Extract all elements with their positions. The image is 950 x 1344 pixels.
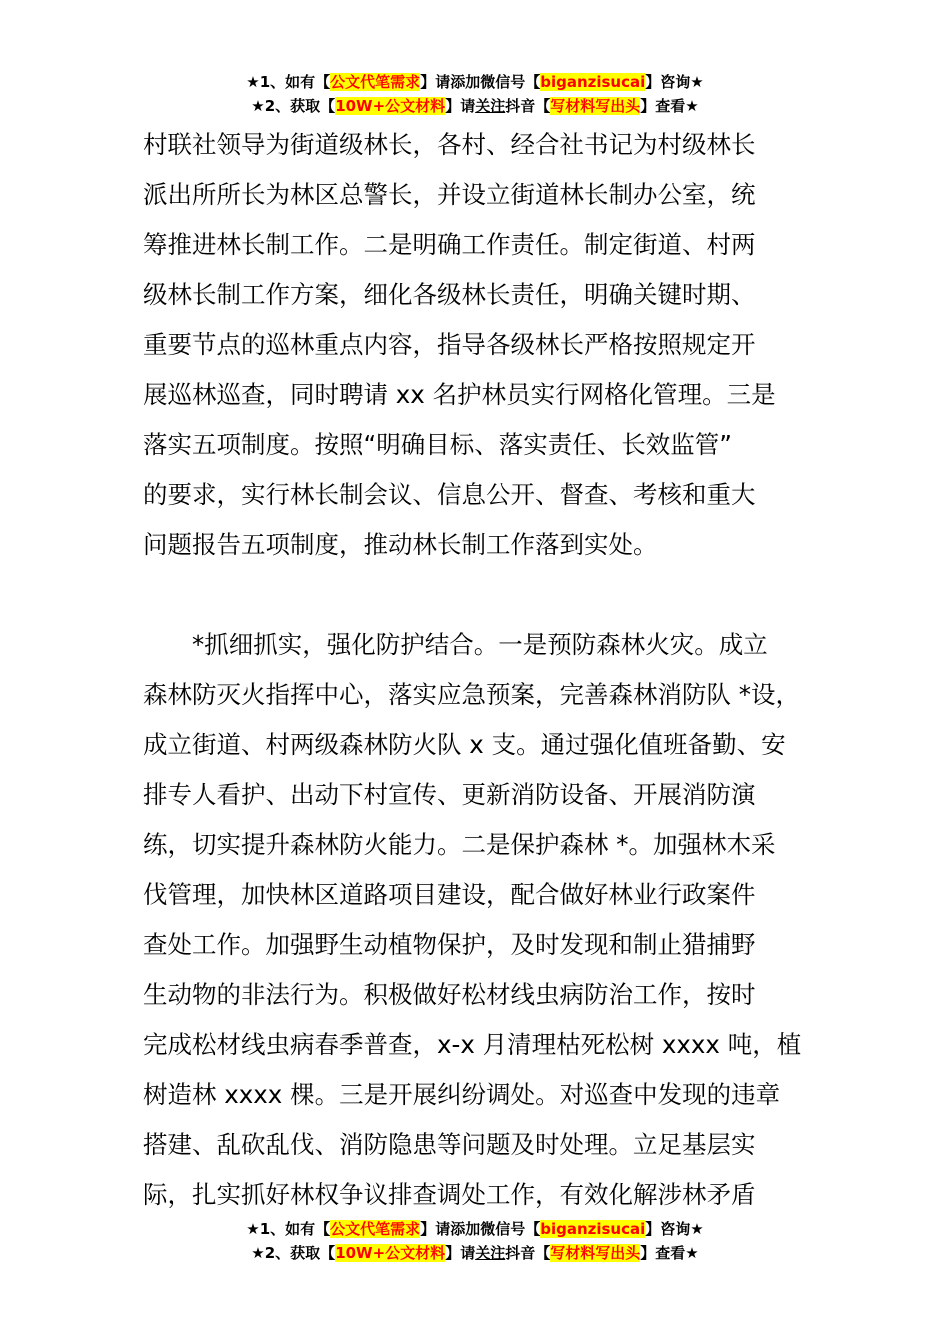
- banner-text: 】咨询★: [645, 1220, 704, 1238]
- text-line: 查处工作。加强野生动植物保护，及时发现和制止猎捕野: [143, 930, 756, 959]
- banner-underlined: 关注: [475, 1244, 506, 1262]
- banner-text: ★1、如有【: [246, 1220, 331, 1238]
- banner-highlight: 10W+公文材料: [335, 1244, 446, 1262]
- banner-underlined: 关注: [475, 97, 506, 115]
- banner-text: 】请: [445, 97, 476, 115]
- text-line: 伐管理，加快林区道路项目建设，配合做好林业行政案件: [143, 880, 756, 909]
- text-line: 练，切实提升森林防火能力。二是保护森林 *。加强林木采: [143, 830, 776, 859]
- text-line: 完成松材线虫病春季普查，x-x 月清理枯死松树 xxxx 吨，植: [143, 1030, 802, 1059]
- text-line: 生动物的非法行为。积极做好松材线虫病防治工作，按时: [143, 980, 756, 1009]
- banner-text: 抖音【: [505, 97, 551, 115]
- text-line: 的要求，实行林长制会议、信息公开、督查、考核和重大: [143, 480, 756, 509]
- banner-text: 】请添加微信号【: [420, 1220, 541, 1238]
- text-line: 筹推进林长制工作。二是明确工作责任。制定街道、村两: [143, 230, 756, 259]
- text-line: 森林防灭火指挥中心，落实应急预案，完善森林消防队 *设，: [143, 680, 801, 709]
- text-line: 级林长制工作方案，细化各级林长责任，明确关键时期、: [143, 280, 756, 309]
- text-line: 搭建、乱砍乱伐、消防隐患等问题及时处理。立足基层实: [143, 1130, 756, 1159]
- paragraph-1: [143, 120, 823, 570]
- banner-text: 】请: [445, 1244, 476, 1262]
- banner-highlight: biganzisucai: [540, 1220, 646, 1238]
- banner-line-2: [0, 94, 950, 118]
- document-body: [143, 120, 823, 1220]
- text-line: 重要节点的巡林重点内容，指导各级林长严格按照规定开: [143, 330, 756, 359]
- banner-highlight: 公文代笔需求: [330, 1220, 421, 1238]
- text-line: 问题报告五项制度，推动林长制工作落到实处。: [143, 530, 658, 559]
- text-line: 村联社领导为街道级林长，各村、经合社书记为村级林长: [143, 130, 756, 159]
- banner-text: 抖音【: [505, 1244, 551, 1262]
- banner-text: 】查看★: [640, 1244, 699, 1262]
- text-line: 落实五项制度。按照“明确目标、落实责任、长效监管”: [143, 430, 732, 459]
- header-banner: [0, 70, 950, 118]
- banner-line-2: [0, 1241, 950, 1265]
- banner-text: 】请添加微信号【: [420, 73, 541, 91]
- text-line: 排专人看护、出动下村宣传、更新消防设备、开展消防演: [143, 780, 756, 809]
- banner-text: 】咨询★: [645, 73, 704, 91]
- text-line: 展巡林巡查，同时聘请 xx 名护林员实行网格化管理。三是: [143, 380, 776, 409]
- banner-text: 】查看★: [640, 97, 699, 115]
- text-line: 际，扎实抓好林权争议排查调处工作，有效化解涉林矛盾: [143, 1180, 756, 1209]
- text-line: 树造林 xxxx 棵。三是开展纠纷调处。对巡查中发现的违章: [143, 1080, 781, 1109]
- text-line: *抓细抓实，强化防护结合。一是预防森林火灾。成立: [192, 630, 768, 659]
- banner-text: ★2、获取【: [251, 97, 336, 115]
- banner-text: ★2、获取【: [251, 1244, 336, 1262]
- banner-highlight: 写材料写出头: [550, 97, 641, 115]
- banner-text: ★1、如有【: [246, 73, 331, 91]
- banner-highlight: 10W+公文材料: [335, 97, 446, 115]
- footer-banner: [0, 1217, 950, 1265]
- paragraph-2: [143, 620, 823, 1220]
- banner-highlight: biganzisucai: [540, 73, 646, 91]
- paragraph-gap: [143, 570, 823, 620]
- banner-line-1: [0, 1217, 950, 1241]
- banner-highlight: 公文代笔需求: [330, 73, 421, 91]
- text-line: 成立街道、村两级森林防火队 x 支。通过强化值班备勤、安: [143, 730, 786, 759]
- banner-line-1: [0, 70, 950, 94]
- banner-highlight: 写材料写出头: [550, 1244, 641, 1262]
- text-line: 派出所所长为林区总警长，并设立街道林长制办公室，统: [143, 180, 756, 209]
